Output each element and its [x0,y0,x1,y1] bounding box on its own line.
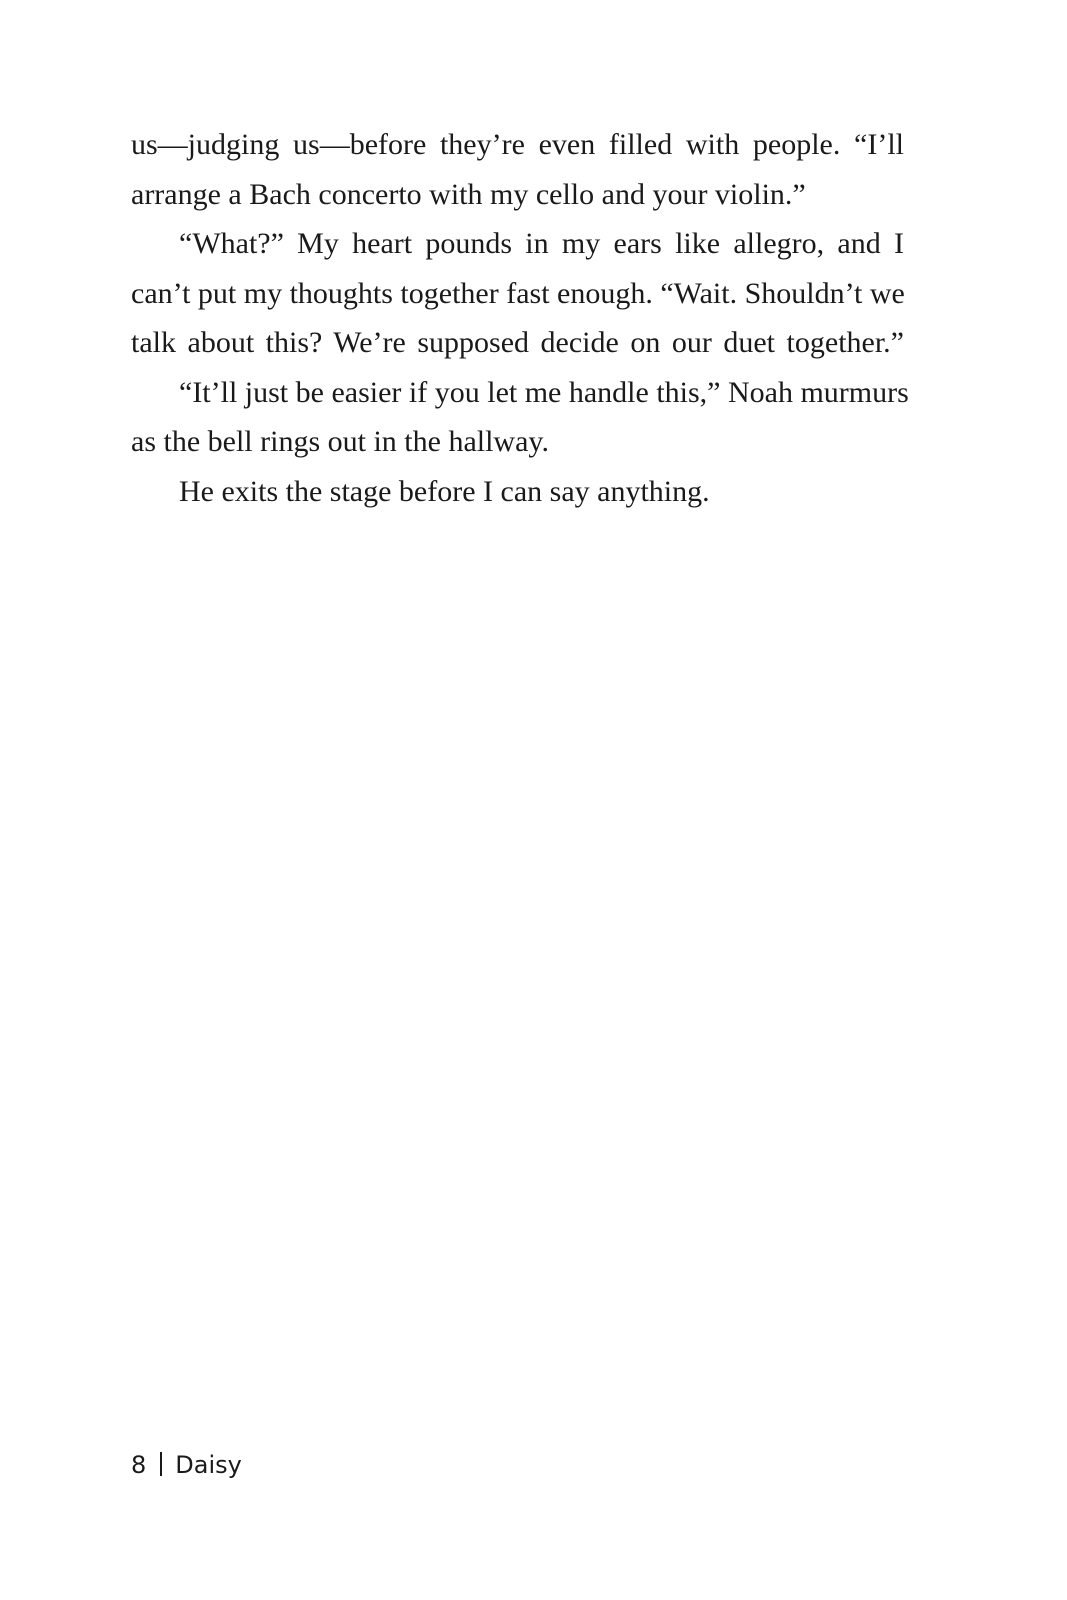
text-line: “What?” My heart pounds in my ears like allegro, and I [179,227,904,260]
footer-divider [160,1452,162,1476]
text-line: “It’ll just be easier if you let me handle this,” Noah murmurs [179,375,909,409]
text-line: arrange a Bach concerto with my cello and your violin.” [131,177,806,211]
body-text [131,120,909,516]
chapter-title: Daisy [175,1451,242,1479]
page-footer [131,1445,242,1485]
page-number: 8 [131,1451,147,1479]
text-line: us—judging us—before they’re even filled with people. “I’ll [131,128,904,161]
text-line: He exits the stage before I can say anything. [179,474,710,508]
text-line: as the bell rings out in the hallway. [131,425,549,458]
text-line: can’t put my thoughts together fast enough. “Wait. Shouldn’t we [131,276,905,310]
text-line: talk about this? We’re supposed decide on our duet together.” [131,326,904,359]
